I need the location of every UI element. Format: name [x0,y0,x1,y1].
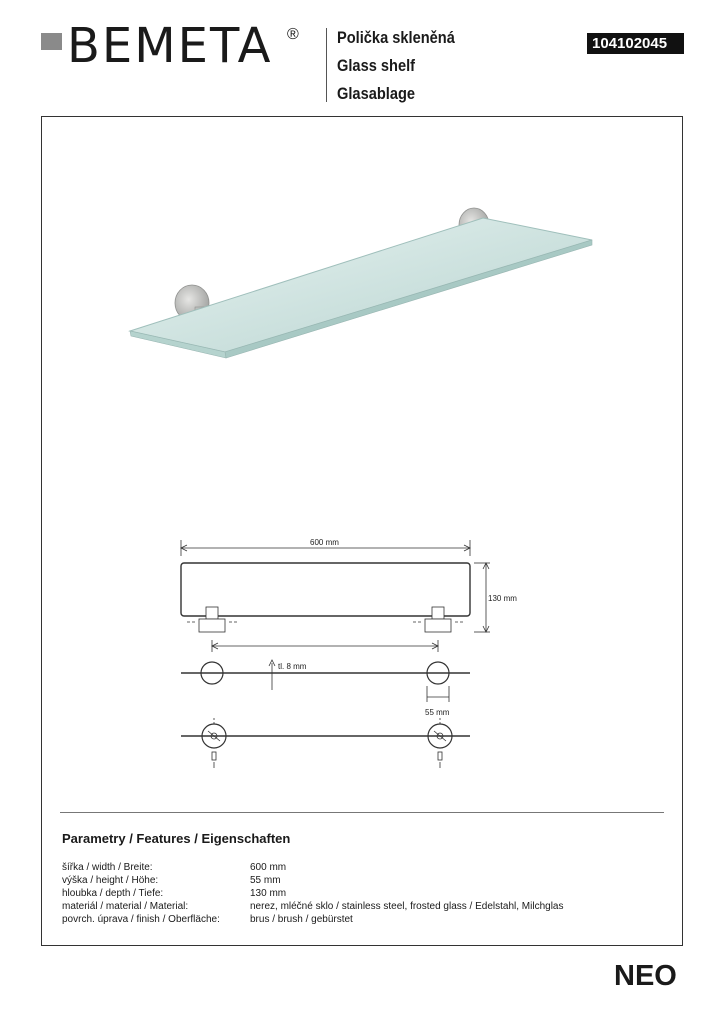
flange-dimension-label: 55 mm [425,708,450,717]
parameters-table [62,861,563,926]
parameter-value: 130 mm [250,888,287,899]
product-code-badge: 104102045 [587,33,684,54]
width-dimension-label: 600 mm [310,538,339,547]
brand-name: BEMETA [67,18,273,74]
title-en: Glass shelf [337,56,416,75]
registered-mark: ® [287,26,299,43]
title-de: Glasablage [337,84,416,103]
parameter-value: 55 mm [250,875,281,886]
parameter-row [62,861,563,874]
parameter-key: povrch. úprava / finish / Oberfläche: [62,914,220,925]
thickness-label: tl. 8 mm [278,662,307,671]
glass-shelf [130,218,592,352]
parameter-row [62,874,563,887]
parameter-value: brus / brush / gebürstet [250,914,353,925]
parameters-heading: Parametry / Features / Eigenschaften [62,831,291,846]
parameter-key: výška / height / Höhe: [62,875,159,886]
section-divider [60,812,664,813]
parameter-key: hloubka / depth / Tiefe: [62,888,164,899]
parameter-row [62,913,563,926]
technical-drawing [0,520,724,780]
parameter-row [62,887,563,900]
series-name: NEO [614,960,677,992]
parameter-value: nerez, mléčné sklo / stainless steel, frosted glass / Edelstahl, Milchglas [250,901,564,912]
depth-dimension-label: 130 mm [488,594,517,603]
title-cz: Polička skleněná [337,28,455,47]
parameter-key: šířka / width / Breite: [62,862,153,873]
parameter-value: 600 mm [250,862,287,873]
parameter-row [62,900,563,913]
parameter-key: materiál / material / Material: [62,901,189,912]
